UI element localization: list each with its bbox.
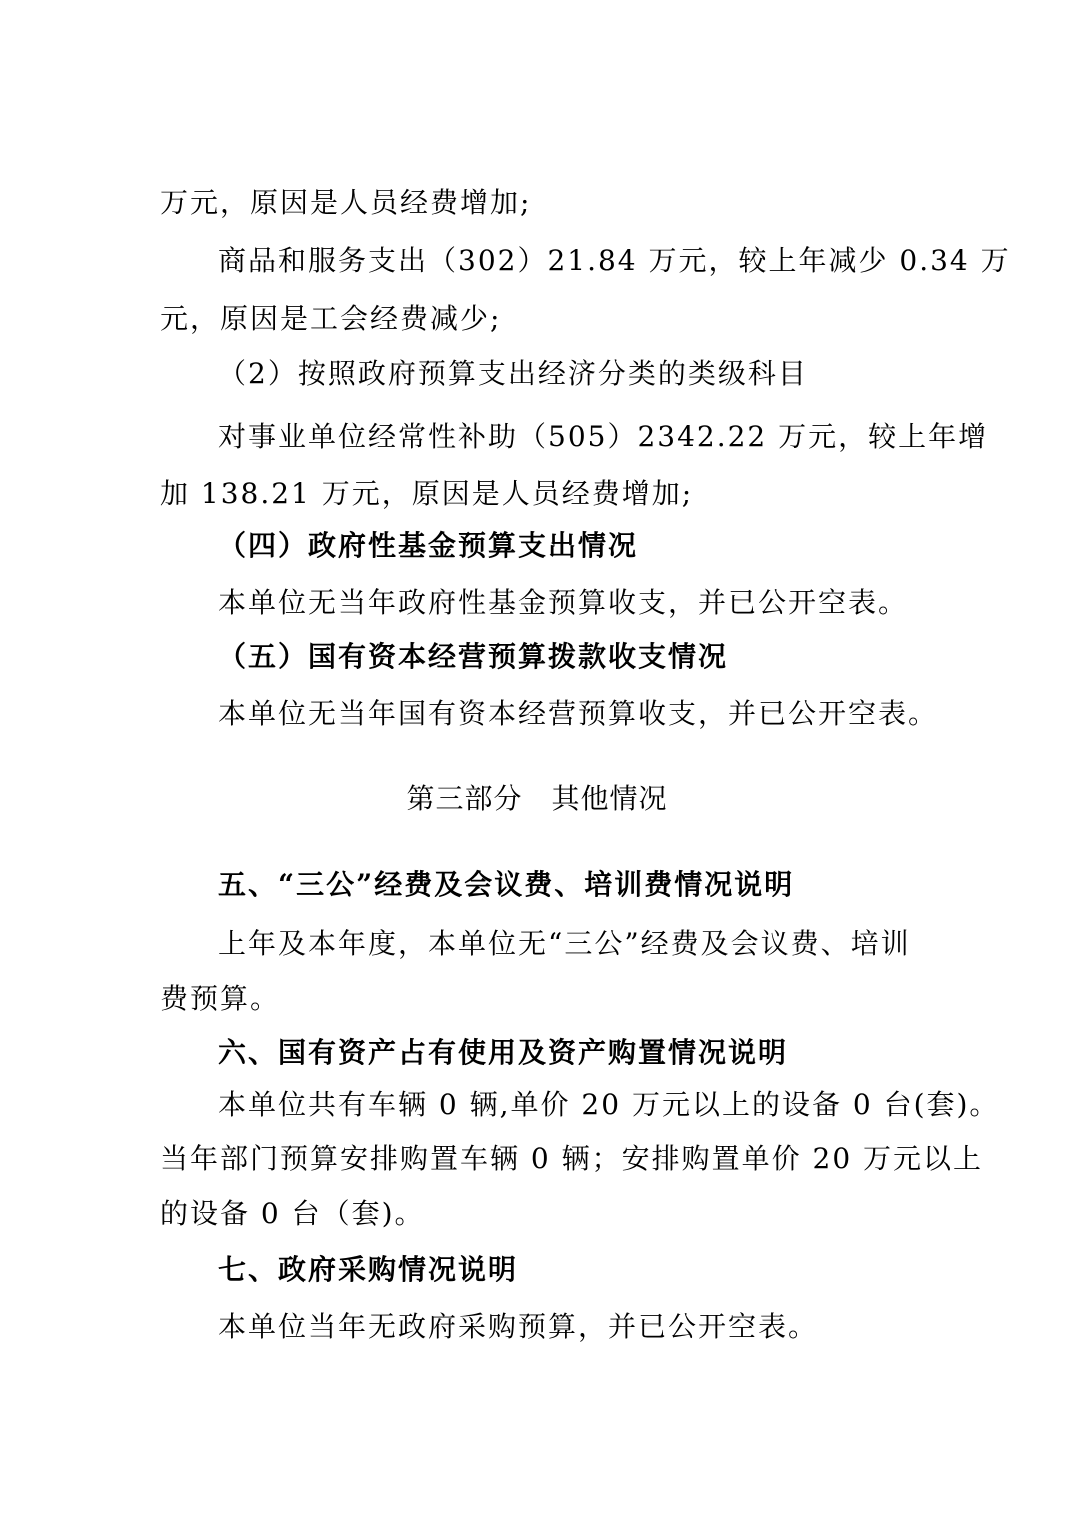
body-text-line: 本单位无当年国有资本经营预算收支，并已公开空表。 bbox=[218, 697, 939, 730]
sub-item-heading: （2）按照政府预算支出经济分类的类级科目 bbox=[218, 357, 808, 390]
body-text-line: 上年及本年度，本单位无“三公”经费及会议费、培训 bbox=[218, 927, 911, 960]
body-text-line: 费预算。 bbox=[160, 982, 281, 1015]
section-heading-seven: 七、政府采购情况说明 bbox=[218, 1253, 519, 1286]
body-text-line: 加 138.21 万元，原因是人员经费增加; bbox=[160, 477, 694, 510]
section-heading-six: 六、国有资产占有使用及资产购置情况说明 bbox=[218, 1036, 789, 1069]
body-text-line: 元，原因是工会经费减少; bbox=[160, 302, 502, 335]
body-text-line: 万元，原因是人员经费增加; bbox=[160, 186, 532, 219]
body-text-line: 本单位当年无政府采购预算，并已公开空表。 bbox=[218, 1310, 819, 1343]
body-text-line: 本单位共有车辆 0 辆,单价 20 万元以上的设备 0 台(套)。 bbox=[218, 1088, 1000, 1121]
body-text-line: 商品和服务支出（302）21.84 万元，较上年减少 0.34 万 bbox=[218, 244, 1011, 277]
section-heading-4: （四）政府性基金预算支出情况 bbox=[218, 529, 639, 562]
body-text-line: 的设备 0 台（套)。 bbox=[160, 1197, 425, 1230]
body-text-line: 当年部门预算安排购置车辆 0 辆；安排购置单价 20 万元以上 bbox=[160, 1142, 984, 1175]
part-title: 第三部分 其他情况 bbox=[406, 782, 668, 815]
body-text-line: 对事业单位经常性补助（505）2342.22 万元，较上年增 bbox=[218, 420, 989, 453]
body-text-line: 本单位无当年政府性基金预算收支，并已公开空表。 bbox=[218, 586, 909, 619]
section-heading-5: （五）国有资本经营预算拨款收支情况 bbox=[218, 640, 729, 673]
section-heading-five: 五、“三公”经费及会议费、培训费情况说明 bbox=[218, 868, 795, 901]
